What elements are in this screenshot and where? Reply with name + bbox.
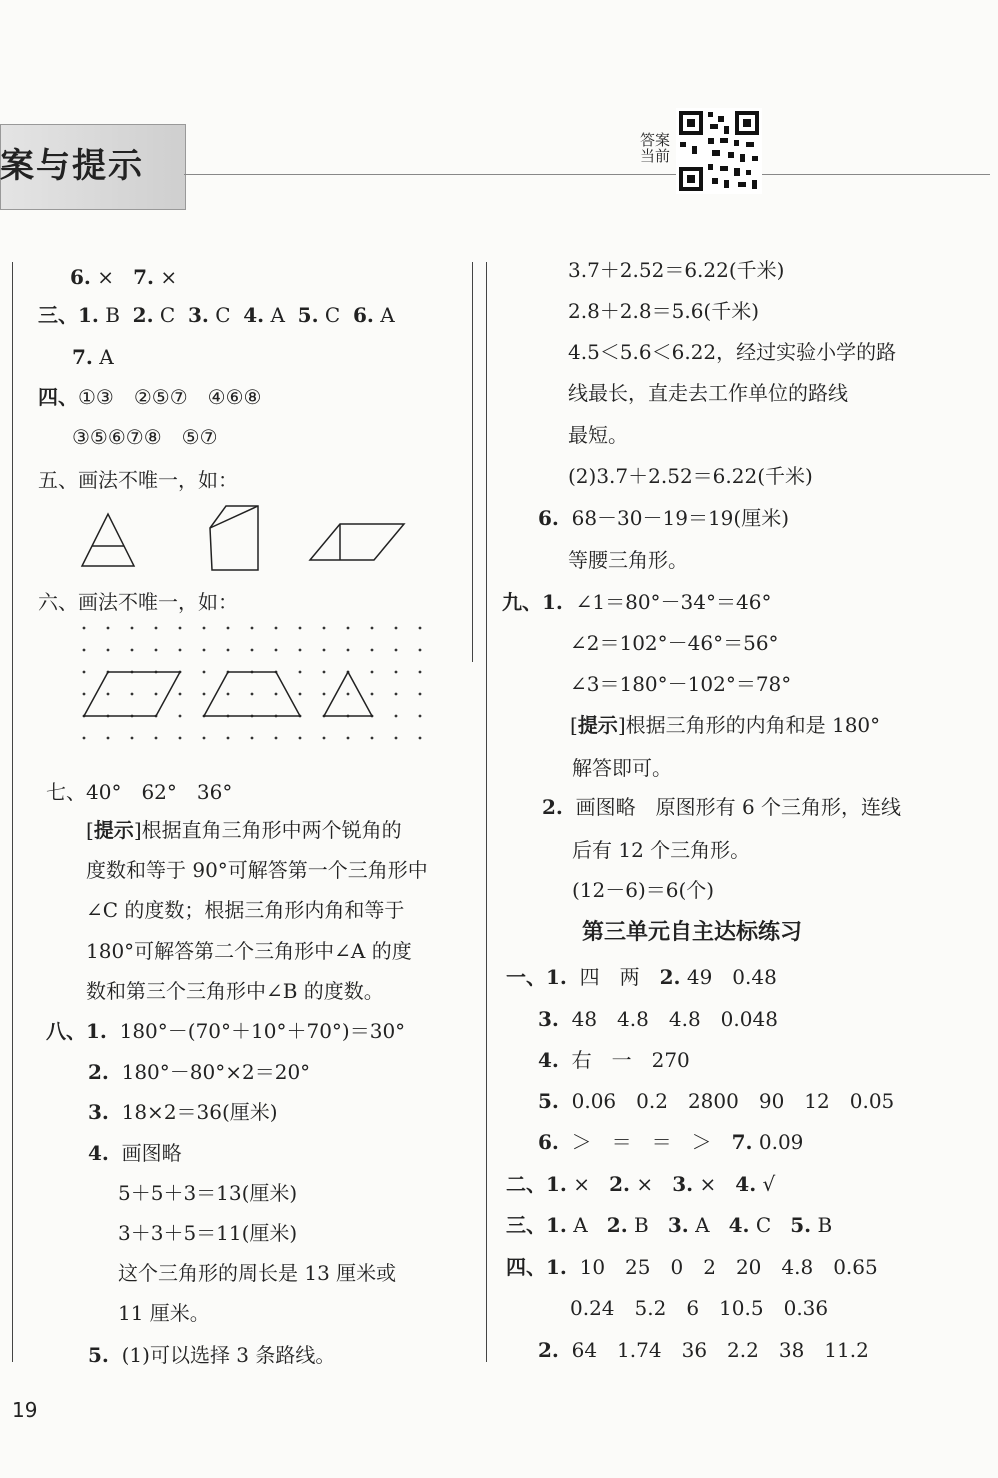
qi-hint-line-5: 数和第三个三角形中∠B 的度数。 bbox=[86, 979, 384, 1003]
grid-dot bbox=[83, 737, 86, 740]
r-q6-line-2: 等腰三角形。 bbox=[568, 548, 688, 572]
si-r-item-2 bbox=[538, 1336, 869, 1364]
grid-dot bbox=[395, 671, 398, 674]
yi-num: 5. bbox=[538, 1089, 559, 1113]
hint-text: 根据直角三角形中两个锐角的 bbox=[141, 818, 402, 842]
er-num: 2. bbox=[609, 1172, 630, 1196]
grid-dot bbox=[83, 671, 86, 674]
grid-dot bbox=[347, 627, 350, 630]
grid-dot bbox=[395, 627, 398, 630]
san-r-answer: A bbox=[573, 1213, 588, 1237]
jiu-item-2 bbox=[542, 793, 901, 821]
ba-text: 18×2＝36(厘米) bbox=[121, 1100, 278, 1124]
er-num: 1. bbox=[546, 1172, 567, 1196]
jiu-num: 1. bbox=[542, 590, 563, 614]
ba-item-4 bbox=[88, 1139, 182, 1167]
section-liu: 六、画法不唯一，如： bbox=[38, 590, 238, 614]
grid-dot bbox=[275, 737, 278, 740]
qi-hint-line-3: ∠C 的度数；根据三角形内角和等于 bbox=[86, 898, 405, 922]
grid-dot bbox=[275, 627, 278, 630]
grid-dot bbox=[275, 693, 278, 696]
jiu-line-2: ∠2＝102°－46°＝56° bbox=[570, 631, 779, 655]
item-6-7 bbox=[70, 263, 177, 291]
yi-num: 6. bbox=[538, 1130, 559, 1154]
grid-dot bbox=[299, 693, 302, 696]
grid-dot bbox=[203, 693, 206, 696]
q6-answer: × bbox=[97, 265, 115, 289]
grid-dot bbox=[179, 715, 182, 718]
grid-dot bbox=[419, 649, 422, 652]
yi-num: 4. bbox=[538, 1048, 559, 1072]
ba-item-3 bbox=[88, 1098, 278, 1126]
ba4-line-4: 11 厘米。 bbox=[118, 1301, 210, 1325]
yi-num: 1. bbox=[546, 965, 567, 989]
wu-figures bbox=[70, 498, 420, 576]
yi-label: 一、 bbox=[506, 965, 546, 989]
r-q6 bbox=[538, 504, 789, 532]
grid-dot bbox=[131, 737, 134, 740]
section-er bbox=[506, 1170, 775, 1198]
san-label: 三、 bbox=[38, 303, 78, 327]
section-ba-1 bbox=[46, 1017, 405, 1045]
grid-dot bbox=[251, 693, 254, 696]
yi-text: 四 两 bbox=[579, 965, 660, 989]
q6-num: 6. bbox=[70, 265, 91, 289]
grid-dot bbox=[323, 627, 326, 630]
grid-dot bbox=[107, 737, 110, 740]
grid-dot bbox=[419, 715, 422, 718]
yi-num: 7. bbox=[731, 1130, 753, 1154]
si-label: 四、 bbox=[38, 385, 78, 409]
yi-num: 3. bbox=[538, 1007, 559, 1031]
grid-dot bbox=[299, 671, 302, 674]
san-answer: A bbox=[380, 303, 395, 327]
header-title: 案与提示 bbox=[0, 146, 144, 186]
grid-dot bbox=[131, 649, 134, 652]
parallelogram-figure bbox=[310, 524, 404, 560]
grid-dot bbox=[323, 737, 326, 740]
yi-text: 右 一 270 bbox=[571, 1048, 690, 1072]
san-num: 1. bbox=[78, 303, 99, 327]
san-answer: C bbox=[159, 303, 176, 327]
ba-text: 180°－80°×2＝20° bbox=[121, 1060, 311, 1084]
grid-dot bbox=[179, 737, 182, 740]
san-num: 2. bbox=[132, 303, 154, 327]
si-r-num: 2. bbox=[538, 1338, 559, 1362]
san-r-answer: C bbox=[755, 1213, 772, 1237]
san-r-label: 三、 bbox=[506, 1213, 546, 1237]
jiu-num: 2. bbox=[542, 795, 563, 819]
ba-text: (1)可以选择 3 条路线。 bbox=[121, 1343, 336, 1367]
grid-dot bbox=[203, 671, 206, 674]
qi-hint-line-1: [提示]根据直角三角形中两个锐角的 bbox=[86, 818, 402, 842]
grid-dot bbox=[419, 693, 422, 696]
section-wu: 五、画法不唯一，如： bbox=[38, 468, 238, 492]
grid-dot bbox=[179, 627, 182, 630]
grid-dot bbox=[203, 627, 206, 630]
ba-num: 3. bbox=[88, 1100, 109, 1124]
san-answer: A bbox=[270, 303, 285, 327]
route-line-2: 2.8＋2.8＝5.6(千米) bbox=[568, 299, 760, 323]
grid-dot bbox=[251, 627, 254, 630]
yi-text: ＞ ＝ ＝ ＞ bbox=[571, 1130, 732, 1154]
route-line-4: 线最长，直走去工作单位的路线 bbox=[568, 381, 848, 405]
grid-dot bbox=[419, 737, 422, 740]
san-num: 3. bbox=[187, 303, 209, 327]
hint-tag: 提示 bbox=[93, 818, 134, 842]
dot-grid-figures bbox=[80, 624, 426, 748]
grid-dot bbox=[323, 693, 326, 696]
si-r-line-2: 0.24 5.2 6 10.5 0.36 bbox=[570, 1296, 829, 1320]
grid-dot bbox=[347, 649, 350, 652]
yi-item-3 bbox=[538, 1005, 778, 1033]
yi-item-6 bbox=[538, 1128, 803, 1156]
grid-dot bbox=[227, 627, 230, 630]
qr-code-icon[interactable] bbox=[676, 108, 762, 194]
qr-caption-line-2: 当前 bbox=[640, 147, 671, 165]
ba4-line-2: 3＋3＋5＝11(厘米) bbox=[118, 1221, 298, 1245]
grid-dot bbox=[371, 627, 374, 630]
yi-text: 0.06 0.2 2800 90 12 0.05 bbox=[571, 1089, 895, 1113]
ba-text: 画图略 bbox=[121, 1141, 182, 1165]
er-num: 4. bbox=[735, 1172, 757, 1196]
san-r-num: 2. bbox=[606, 1213, 628, 1237]
section-qi: 七、40° 62° 36° bbox=[46, 780, 233, 804]
grid-dot bbox=[419, 627, 422, 630]
si-r-label: 四、 bbox=[506, 1255, 546, 1279]
ba-text: 180°－(70°＋10°＋70°)＝30° bbox=[119, 1019, 406, 1043]
jiu-hint-line-1: [提示]根据三角形的内角和是 180° bbox=[570, 713, 881, 737]
san-r-answer: A bbox=[695, 1213, 710, 1237]
yi-text: 48 4.8 4.8 0.048 bbox=[571, 1007, 778, 1031]
trapezoid-figure bbox=[210, 506, 258, 570]
grid-dot bbox=[227, 737, 230, 740]
er-answer: × bbox=[573, 1172, 591, 1196]
san-r-answer: B bbox=[817, 1213, 833, 1237]
section-si-r bbox=[506, 1253, 878, 1281]
hint-tag: 提示 bbox=[577, 713, 618, 737]
grid-dot bbox=[347, 693, 350, 696]
er-answer: × bbox=[699, 1172, 717, 1196]
si-line-2: ③⑤⑥⑦⑧ ⑤⑦ bbox=[72, 425, 218, 449]
section-title: 第三单元自主达标练习 bbox=[582, 920, 803, 945]
left-margin-rule bbox=[12, 262, 13, 1362]
jiu-label: 九、 bbox=[502, 590, 542, 614]
yi-text: 49 0.48 bbox=[686, 965, 777, 989]
grid-dot bbox=[155, 693, 158, 696]
grid-dot bbox=[395, 693, 398, 696]
san-r-num: 1. bbox=[546, 1213, 567, 1237]
q7-num: 7. bbox=[133, 265, 154, 289]
grid-dot bbox=[323, 649, 326, 652]
grid-dot bbox=[107, 649, 110, 652]
grid-dot bbox=[299, 649, 302, 652]
header-rule bbox=[184, 174, 990, 175]
grid-dot bbox=[251, 649, 254, 652]
si-r-text: 64 1.74 36 2.2 38 11.2 bbox=[571, 1338, 869, 1362]
section-san-r bbox=[506, 1211, 832, 1239]
r-q6-text: 68－30－19＝19(厘米) bbox=[571, 506, 790, 530]
section-san bbox=[38, 301, 395, 329]
triangle-figure bbox=[82, 514, 134, 566]
grid-dot bbox=[83, 693, 86, 696]
grid-dot bbox=[107, 693, 110, 696]
san-r-num: 5. bbox=[790, 1213, 812, 1237]
grid-dot bbox=[227, 649, 230, 652]
grid-dot bbox=[203, 649, 206, 652]
grid-dot bbox=[323, 671, 326, 674]
jiu-hint-line-2: 解答即可。 bbox=[572, 756, 672, 780]
grid-dot bbox=[395, 737, 398, 740]
ba-num: 4. bbox=[88, 1141, 109, 1165]
grid-dot bbox=[155, 737, 158, 740]
qr-caption bbox=[640, 132, 670, 164]
yi-text: 0.09 bbox=[758, 1130, 804, 1154]
grid-dot bbox=[107, 627, 110, 630]
qi-hint-line-2: 度数和等于 90°可解答第一个三角形中 bbox=[86, 858, 428, 882]
q7-answer: × bbox=[160, 265, 178, 289]
grid-dot bbox=[131, 627, 134, 630]
san-answer: C bbox=[215, 303, 231, 327]
ba-num: 1. bbox=[86, 1019, 107, 1043]
grid-dot bbox=[179, 649, 182, 652]
grid-dot bbox=[419, 671, 422, 674]
left-column-rule bbox=[472, 262, 473, 662]
san-answer: A bbox=[99, 345, 114, 369]
si-r-text: 10 25 0 2 20 4.8 0.65 bbox=[579, 1255, 878, 1279]
yi-num: 2. bbox=[659, 965, 681, 989]
grid-dot bbox=[371, 671, 374, 674]
san-r-num: 4. bbox=[728, 1213, 750, 1237]
san-answer: B bbox=[105, 303, 120, 327]
si-r-num: 1. bbox=[546, 1255, 567, 1279]
yi-item-4 bbox=[538, 1046, 690, 1074]
section-jiu bbox=[502, 588, 771, 616]
route-line-6: (2)3.7＋2.52＝6.22(千米) bbox=[568, 464, 813, 488]
grid-dot bbox=[347, 737, 350, 740]
er-label: 二、 bbox=[506, 1172, 546, 1196]
ba4-line-1: 5＋5＋3＝13(厘米) bbox=[118, 1181, 298, 1205]
grid-dot bbox=[371, 693, 374, 696]
ba-item-5 bbox=[88, 1341, 335, 1369]
grid-dot bbox=[227, 693, 230, 696]
yi-item-1 bbox=[506, 963, 777, 991]
yi-item-5 bbox=[538, 1087, 894, 1115]
grid-dot bbox=[131, 693, 134, 696]
jiu-line-3: ∠3＝180°－102°＝78° bbox=[570, 672, 792, 696]
jiu2-line-2: 后有 12 个三角形。 bbox=[572, 838, 751, 862]
grid-dot bbox=[299, 737, 302, 740]
san-num: 6. bbox=[352, 303, 374, 327]
grid-dot bbox=[203, 737, 206, 740]
grid-dot bbox=[155, 649, 158, 652]
er-num: 3. bbox=[672, 1172, 694, 1196]
grid-dot bbox=[251, 737, 254, 740]
qi-hint-line-4: 180°可解答第二个三角形中∠A 的度 bbox=[86, 939, 412, 963]
grid-dot bbox=[371, 737, 374, 740]
ba-num: 5. bbox=[88, 1343, 109, 1367]
ba-num: 2. bbox=[88, 1060, 109, 1084]
hint-text: 根据三角形的内角和是 180° bbox=[625, 713, 881, 737]
grid-dot bbox=[395, 649, 398, 652]
grid-dot bbox=[395, 715, 398, 718]
grid-dot bbox=[83, 627, 86, 630]
ba-label: 八、 bbox=[46, 1019, 86, 1043]
si-line-1: ①③ ②⑤⑦ ④⑥⑧ bbox=[78, 385, 262, 409]
san-r-num: 3. bbox=[667, 1213, 689, 1237]
grid-dot bbox=[275, 649, 278, 652]
grid-dot bbox=[371, 649, 374, 652]
section-si bbox=[38, 383, 261, 411]
route-line-1: 3.7＋2.52＝6.22(千米) bbox=[568, 258, 785, 282]
er-answer: × bbox=[636, 1172, 654, 1196]
route-line-5: 最短。 bbox=[568, 423, 628, 447]
qr-caption-line-1: 答案 bbox=[640, 131, 671, 149]
san-line-2 bbox=[72, 343, 114, 371]
route-line-3: 4.5＜5.6＜6.22，经过实验小学的路 bbox=[568, 340, 897, 364]
san-num: 5. bbox=[297, 303, 319, 327]
jiu-line: ∠1＝80°－34°＝46° bbox=[575, 590, 772, 614]
grid-dot bbox=[155, 627, 158, 630]
grid-dot bbox=[299, 627, 302, 630]
page-number: 19 bbox=[12, 1398, 38, 1422]
er-answer: √ bbox=[762, 1172, 776, 1196]
san-num: 7. bbox=[72, 345, 93, 369]
san-r-answer: B bbox=[634, 1213, 649, 1237]
center-column-rule bbox=[486, 262, 487, 1362]
grid-dot bbox=[179, 693, 182, 696]
r-q6-num: 6. bbox=[538, 506, 559, 530]
grid-dot bbox=[83, 649, 86, 652]
san-num: 4. bbox=[243, 303, 265, 327]
ba4-line-3: 这个三角形的周长是 13 厘米或 bbox=[118, 1261, 397, 1285]
san-answer: C bbox=[324, 303, 341, 327]
jiu2-text: 画图略 原图形有 6 个三角形，连线 bbox=[575, 795, 902, 819]
ba-item-2 bbox=[88, 1058, 310, 1086]
jiu2-line-3: (12－6)＝6(个) bbox=[572, 878, 715, 902]
